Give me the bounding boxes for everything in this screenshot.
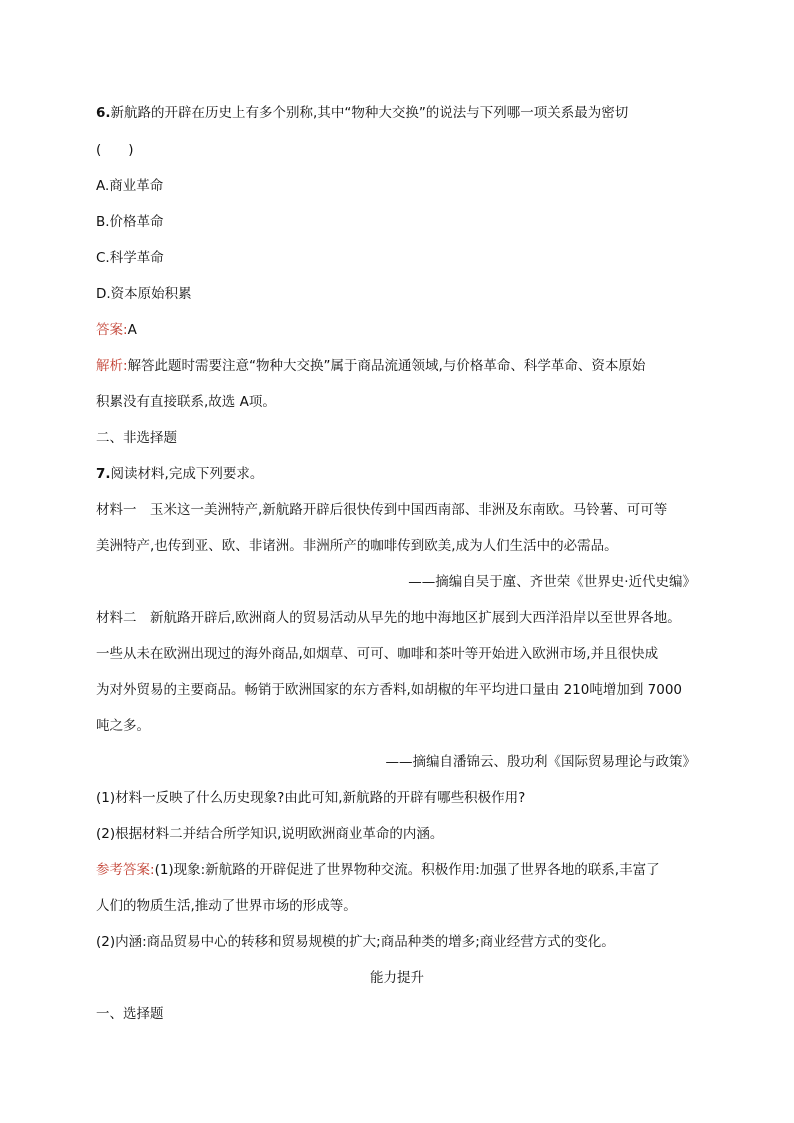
question-7-stem bbox=[96, 464, 263, 484]
option-c: C.科学革命 bbox=[96, 250, 164, 266]
question-6-number: 6. bbox=[96, 105, 111, 121]
reference-answer-line-2: 人们的物质生活,推动了世界市场的形成等。 bbox=[96, 898, 357, 914]
option-a: A.商业革命 bbox=[96, 178, 164, 194]
material-1-source: ——摘编自吴于廑、齐世荣《世界史·近代史编》 bbox=[408, 574, 696, 590]
section-heading-nonchoice: 二、非选择题 bbox=[96, 430, 177, 446]
material-2-source: ——摘编自潘锦云、殷功利《国际贸易理论与政策》 bbox=[385, 754, 696, 770]
question-6-stem bbox=[96, 103, 628, 123]
material-2-line-3: 为对外贸易的主要商品。畅销于欧洲国家的东方香料,如胡椒的年平均进口量由 210吨增加到 7000 bbox=[96, 682, 682, 698]
material-2-line-4: 吨之多。 bbox=[96, 718, 150, 734]
question-7-number: 7. bbox=[96, 466, 111, 482]
section-heading-ability: 能力提升 bbox=[370, 970, 424, 986]
analysis-line-1 bbox=[96, 356, 645, 376]
reference-answer-line-1 bbox=[96, 860, 660, 880]
requirement-2: (2)根据材料二并结合所学知识,说明欧洲商业革命的内涵。 bbox=[96, 826, 444, 842]
section-heading-choice: 一、选择题 bbox=[96, 1006, 164, 1022]
requirement-1: (1)材料一反映了什么历史现象?由此可知,新航路的开辟有哪些积极作用? bbox=[96, 790, 526, 806]
material-2-line-2: 一些从未在欧洲出现过的海外商品,如烟草、可可、咖啡和茶叶等开始进入欧洲市场,并且很快成 bbox=[96, 646, 659, 662]
answer-value: A bbox=[127, 322, 137, 338]
option-b: B.价格革命 bbox=[96, 214, 164, 230]
material-1-line-1: 材料一 玉米这一美洲特产,新航路开辟后很快传到中国西南部、非洲及东南欧。马铃薯、可可等 bbox=[96, 502, 668, 518]
option-d: D.资本原始积累 bbox=[96, 286, 192, 302]
analysis-line-2: 积累没有直接联系,故选 A项。 bbox=[96, 394, 276, 410]
answer-line bbox=[96, 320, 137, 340]
material-1-line-2: 美洲特产,也传到亚、欧、非诸洲。非洲所产的咖啡传到欧美,成为人们生活中的必需品。 bbox=[96, 538, 618, 554]
question-6-blank: ( ) bbox=[96, 142, 134, 158]
analysis-text-1: 解答此题时需要注意“物种大交换”属于商品流通领域,与价格革命、科学革命、资本原始 bbox=[127, 358, 646, 374]
question-7-text: 阅读材料,完成下列要求。 bbox=[110, 466, 264, 482]
answer-label: 答案: bbox=[96, 322, 128, 338]
reference-answer-text-1: (1)现象:新航路的开辟促进了世界物种交流。积极作用:加强了世界各地的联系,丰富了 bbox=[154, 862, 660, 878]
material-2-line-1: 材料二 新航路开辟后,欧洲商人的贸易活动从早先的地中海地区扩展到大西洋沿岸以至世界各地。 bbox=[96, 610, 681, 626]
reference-answer-line-3: (2)内涵:商品贸易中心的转移和贸易规模的扩大;商品种类的增多;商业经营方式的变化。 bbox=[96, 934, 615, 950]
reference-answer-label: 参考答案: bbox=[96, 862, 155, 878]
question-6-text: 新航路的开辟在历史上有多个别称,其中“物种大交换”的说法与下列哪一项关系最为密切 bbox=[110, 105, 629, 121]
analysis-label: 解析: bbox=[96, 358, 128, 374]
